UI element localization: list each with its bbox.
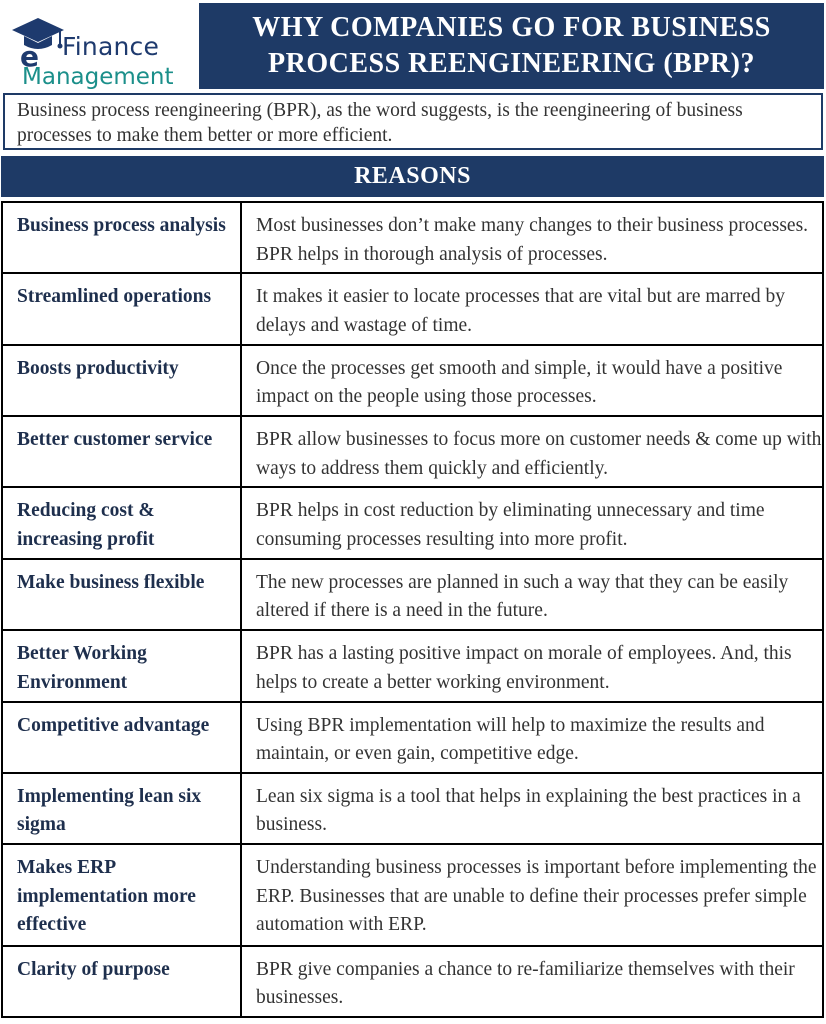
logo-text-finance: Finance	[62, 32, 160, 61]
table-row	[2, 773, 823, 844]
reason-cell: Makes ERP implementation more effective	[2, 844, 241, 945]
table-row	[2, 202, 823, 273]
reason-cell: Better customer service	[2, 416, 241, 487]
title-line-1: WHY COMPANIES GO FOR BUSINESS	[252, 12, 771, 43]
detail-cell: The new processes are planned in such a way that they can be easily altered if there is a need in the future.	[241, 559, 823, 630]
reason-cell: Make business flexible	[2, 559, 241, 630]
detail-cell: Understanding business processes is important before implementing the ERP. Businesses that are unable to define their processes prefer simple automation with ERP.	[241, 844, 823, 945]
detail-cell: Most businesses don’t make many changes to their business processes. BPR helps in thorough analysis of processes.	[241, 202, 823, 273]
table-row	[2, 702, 823, 773]
table-row	[2, 487, 823, 558]
detail-cell: Once the processes get smooth and simple, it would have a positive impact on the people using those processes.	[241, 345, 823, 416]
reason-cell: Streamlined operations	[2, 273, 241, 344]
reason-cell: Implementing lean six sigma	[2, 773, 241, 844]
detail-cell: BPR give companies a chance to re-familiarize themselves with their businesses.	[241, 946, 823, 1017]
table-row	[2, 345, 823, 416]
detail-cell: Lean six sigma is a tool that helps in explaining the best practices in a business.	[241, 773, 823, 844]
logo-text-management: Management	[22, 64, 174, 90]
table-row	[2, 844, 823, 945]
graduation-cap-e-icon	[8, 12, 68, 68]
efinance-management-logo	[4, 8, 196, 92]
table-row	[2, 273, 823, 344]
reason-cell: Better Working Environment	[2, 630, 241, 701]
reason-cell: Clarity of purpose	[2, 946, 241, 1017]
detail-cell: BPR helps in cost reduction by eliminating unnecessary and time consuming processes resulting into more profit.	[241, 487, 823, 558]
page-title	[199, 3, 824, 89]
reason-cell: Competitive advantage	[2, 702, 241, 773]
table-row	[2, 630, 823, 701]
detail-cell: Using BPR implementation will help to maximize the results and maintain, or even gain, competitive edge.	[241, 702, 823, 773]
title-line-2: PROCESS REENGINEERING (BPR)?	[268, 48, 755, 79]
svg-text:e: e	[20, 40, 39, 68]
reason-cell: Reducing cost & increasing profit	[2, 487, 241, 558]
reason-cell: Business process analysis	[2, 202, 241, 273]
reason-cell: Boosts productivity	[2, 345, 241, 416]
detail-cell: BPR has a lasting positive impact on morale of employees. And, this helps to create a better working environment.	[241, 630, 823, 701]
table-row	[2, 559, 823, 630]
reasons-table	[1, 201, 824, 1018]
intro-text: Business process reengineering (BPR), as the word suggests, is the reengineering of business processes to make them better or more efficient.	[3, 93, 823, 150]
reasons-heading: REASONS	[1, 156, 824, 197]
detail-cell: BPR allow businesses to focus more on customer needs & come up with ways to address them quickly and efficiently.	[241, 416, 823, 487]
table-row	[2, 946, 823, 1017]
table-row	[2, 416, 823, 487]
detail-cell: It makes it easier to locate processes that are vital but are marred by delays and wastage of time.	[241, 273, 823, 344]
